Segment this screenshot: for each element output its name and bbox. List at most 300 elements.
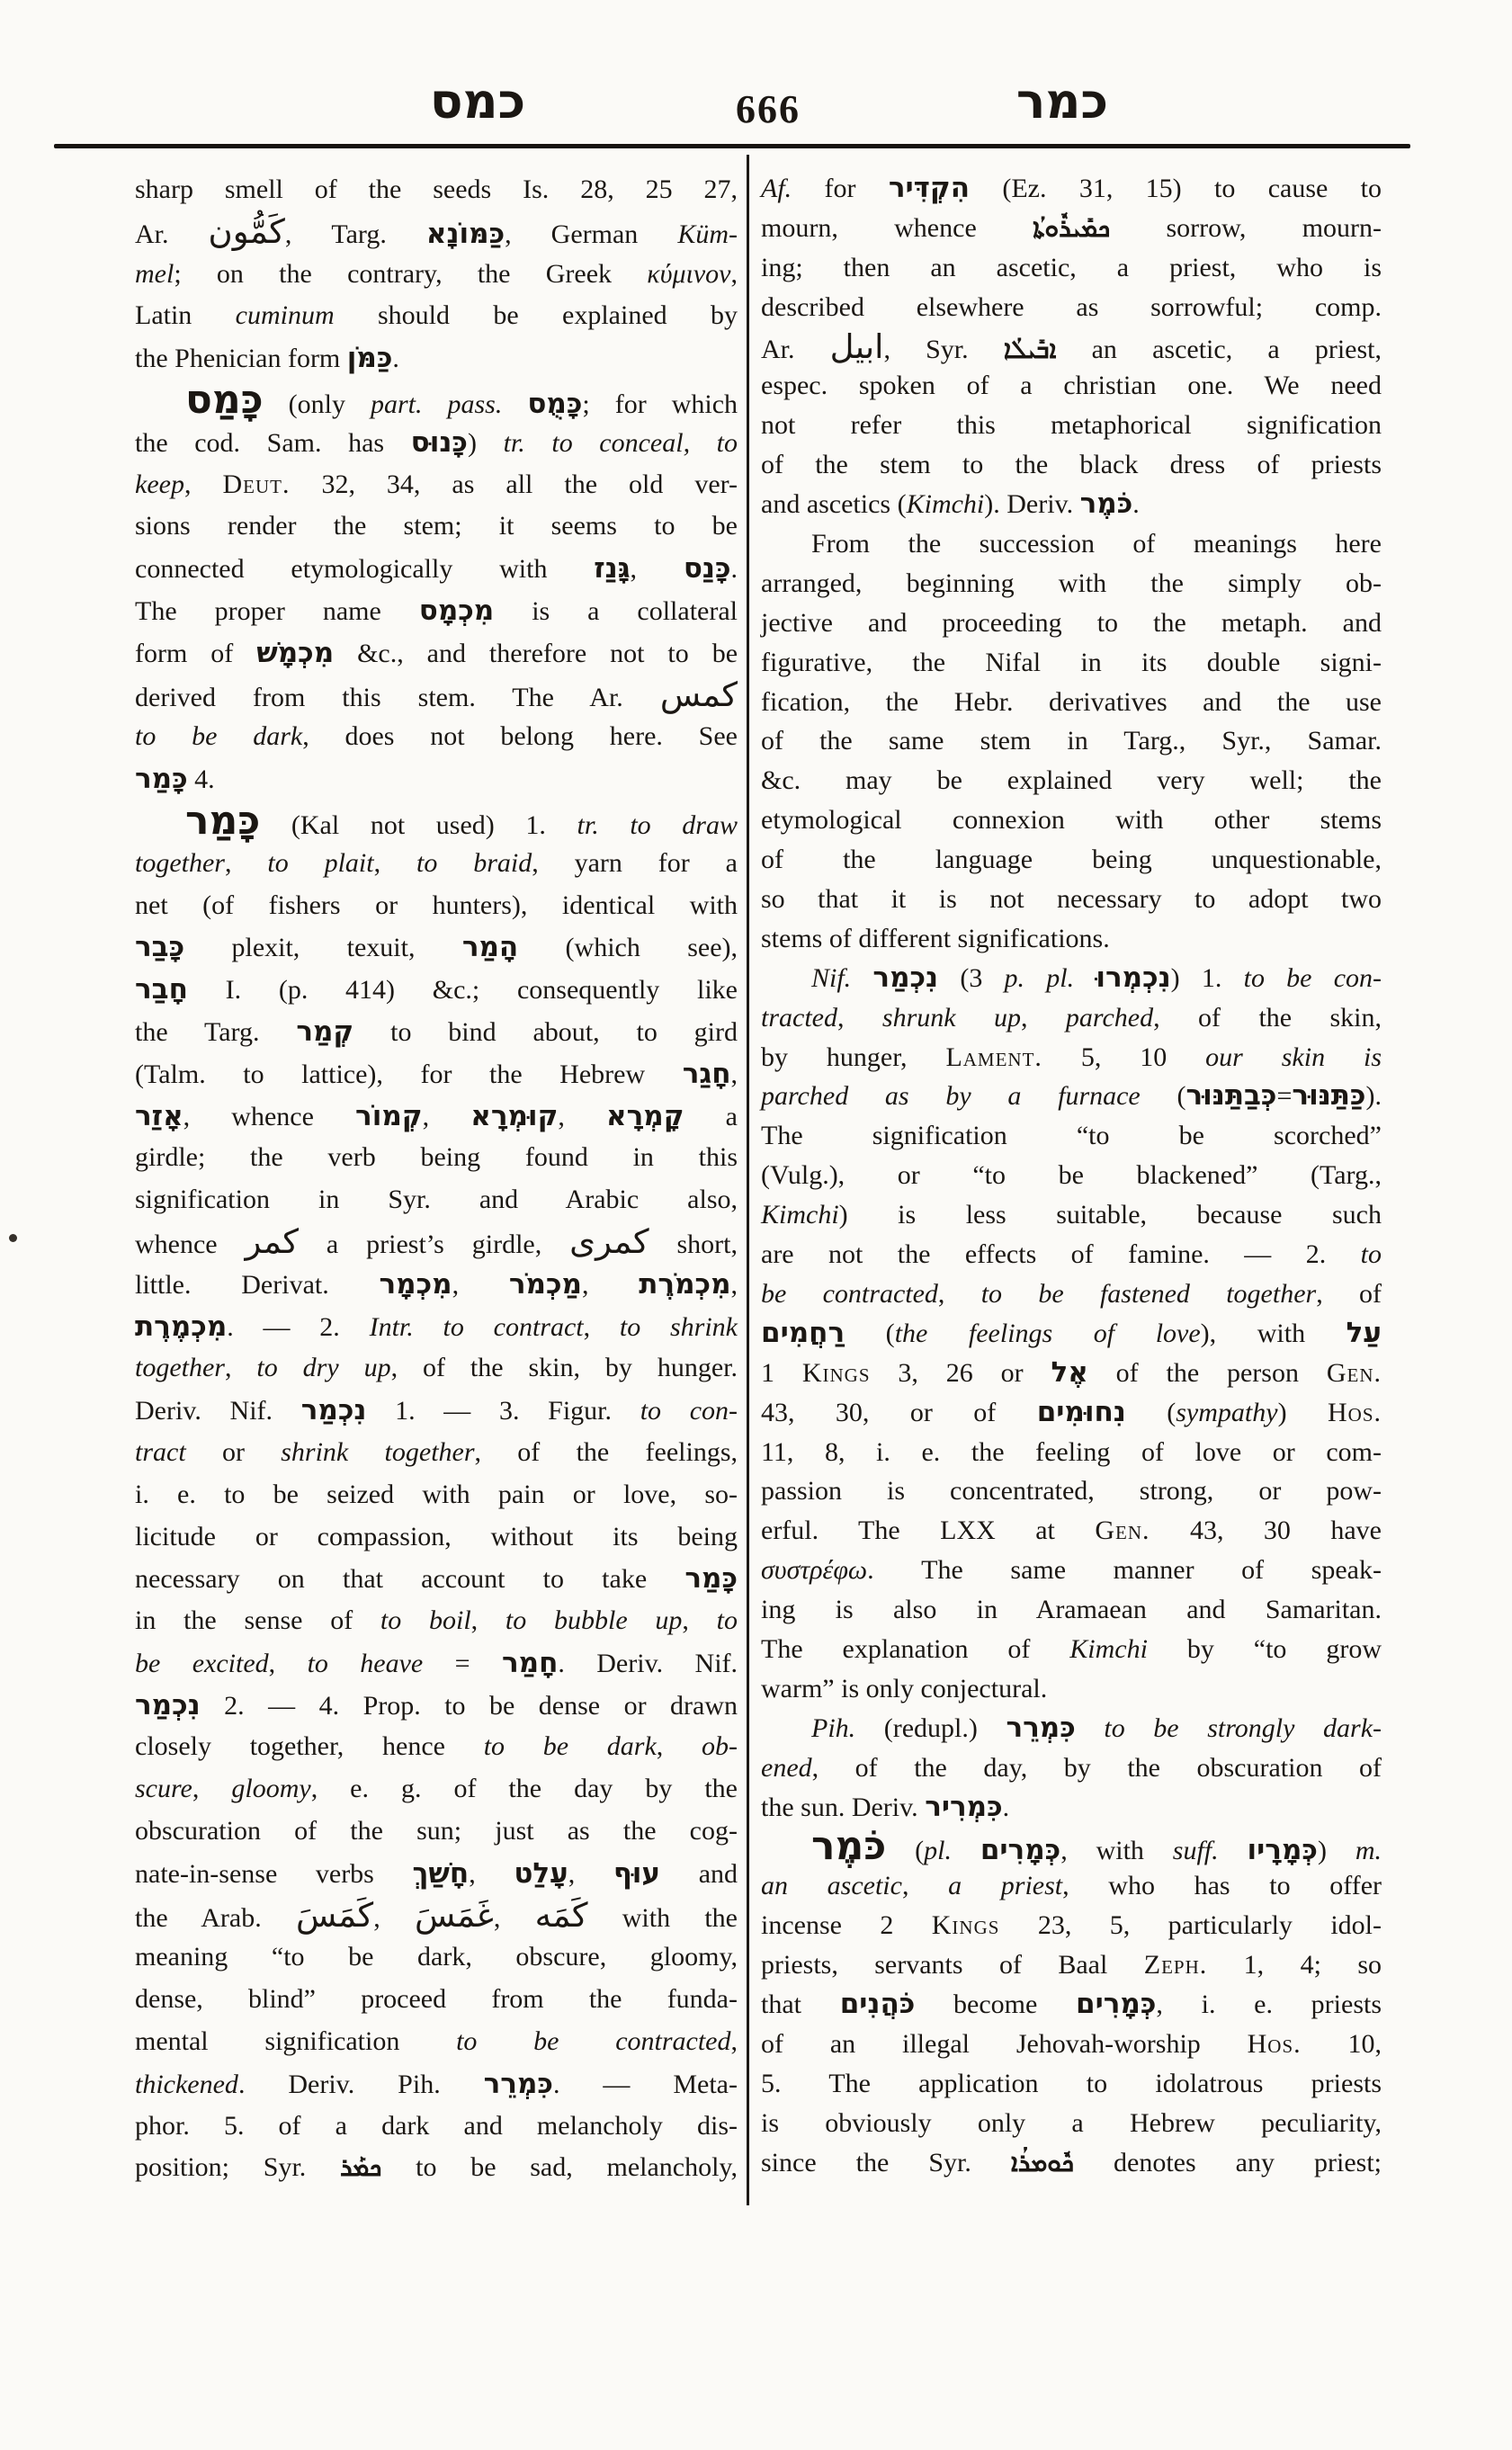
- text-segment: ; on the contrary, the Greek: [174, 258, 648, 289]
- text-line: [761, 683, 1382, 722]
- text-segment: ) 1.: [1170, 962, 1244, 993]
- text-segment: the cod. Sam. has: [135, 427, 411, 458]
- arabic-word: غَمَسَ: [414, 1895, 494, 1935]
- text-line: [135, 2147, 738, 2189]
- text-line: [761, 1788, 1382, 1828]
- text-segment: ,: [470, 1605, 505, 1636]
- text-segment: ,: [192, 1774, 232, 1804]
- text-line: [135, 590, 738, 632]
- text-segment: , does not belong here. See: [302, 721, 738, 752]
- text-segment: ; for which: [582, 389, 738, 419]
- text-segment: is a collateral: [494, 595, 738, 626]
- text-segment: 4.: [187, 765, 215, 795]
- text-segment: the feelings of love: [894, 1318, 1201, 1348]
- hebrew-word: כָּמַר: [684, 1562, 738, 1596]
- text-segment: cuminum: [235, 300, 335, 331]
- text-segment: to braid: [416, 847, 532, 878]
- text-line: [761, 761, 1382, 800]
- text-line: [135, 1306, 738, 1348]
- text-line: [761, 1630, 1382, 1669]
- arabic-word: ابيل: [829, 326, 884, 366]
- text-segment: Kimchi: [1069, 1633, 1148, 1664]
- text-segment: (: [1140, 1081, 1186, 1112]
- hebrew-word: כֹּמֶר: [1079, 487, 1133, 521]
- text-line: [761, 1823, 1382, 1870]
- hebrew-word: מִכְמָשׁ: [256, 636, 335, 669]
- text-segment: of the language being unquestionable,: [761, 845, 1382, 875]
- text-segment: the Targ.: [135, 1016, 297, 1047]
- text-segment: ,: [452, 1269, 509, 1300]
- text-segment: described elsewhere as sorrowful; comp.: [761, 291, 1382, 322]
- greek-word: συστρέφω: [761, 1555, 868, 1586]
- text-segment: . The same manner of speak-: [867, 1555, 1382, 1586]
- text-segment: ): [1317, 1836, 1355, 1866]
- text-segment: to be con-: [1243, 962, 1382, 993]
- text-segment: girdle; the verb being found in this: [135, 1142, 738, 1173]
- text-line: [761, 800, 1382, 840]
- text-segment: . Deriv. Nif.: [558, 1648, 738, 1678]
- text-line: [135, 505, 738, 548]
- text-line: [761, 919, 1382, 959]
- text-line: [761, 1590, 1382, 1630]
- text-segment: Kimchi: [761, 1200, 839, 1230]
- text-segment: ,: [373, 847, 416, 878]
- text-line: [135, 1853, 738, 1895]
- text-segment: The proper name: [135, 595, 419, 626]
- text-segment: by “to grow: [1147, 1633, 1382, 1664]
- hebrew-headword: כָּמַר: [185, 797, 261, 844]
- text-line: [135, 1390, 738, 1432]
- hebrew-word: חָמַר: [501, 1646, 559, 1679]
- text-line: [761, 1274, 1382, 1314]
- header-rule: [54, 144, 1410, 148]
- text-segment: to be dark: [483, 1731, 657, 1762]
- text-segment: a priest: [948, 1871, 1063, 1901]
- text-segment: should be explained by: [334, 300, 738, 331]
- text-segment: to be sad, melancholy,: [381, 2152, 738, 2183]
- text-line: [135, 1979, 738, 2021]
- text-line: [135, 295, 738, 337]
- text-line: [761, 1985, 1382, 2025]
- hebrew-word: מַכְמֹר: [508, 1267, 582, 1301]
- text-line: [761, 840, 1382, 880]
- text-segment: net (of fishers or hunters), identical with: [135, 890, 738, 920]
- text-line: [761, 169, 1382, 209]
- text-segment: .: [392, 344, 399, 374]
- text-segment: Af.: [761, 174, 792, 203]
- text-segment: sorrow, mourn-: [1110, 212, 1382, 243]
- hebrew-word: נִכְמַר: [300, 1394, 367, 1427]
- header-keyword-left: כמס: [429, 72, 526, 130]
- arabic-word: كمس: [659, 675, 738, 714]
- text-line: [135, 1600, 738, 1642]
- text-segment: , i. e. priests: [1156, 1989, 1382, 2019]
- text-segment: Ar.: [761, 334, 830, 364]
- text-segment: passion is concentrated, strong, or pow-: [761, 1476, 1382, 1507]
- text-segment: .: [730, 554, 738, 585]
- hebrew-word: כְּבַתַּנּוּר: [1185, 1079, 1277, 1113]
- hebrew-word: כָּמַר: [135, 763, 188, 796]
- text-segment: incense 2: [761, 1910, 932, 1941]
- hebrew-word: קְמוֹר: [355, 1099, 423, 1132]
- text-line: [135, 1264, 738, 1306]
- text-segment: =: [423, 1648, 502, 1678]
- text-segment: (Vulg.), or “to be blackened” (Targ.,: [761, 1160, 1382, 1191]
- hebrew-word: כֹּהֲנִים: [839, 1987, 916, 2020]
- text-segment: ,: [422, 1101, 471, 1131]
- text-line: [135, 1053, 738, 1095]
- text-segment: since the Syr.: [761, 2147, 1011, 2177]
- text-line: [135, 1936, 738, 1979]
- text-segment: [1076, 1713, 1105, 1743]
- text-segment: to bind about, to gird: [353, 1016, 738, 1047]
- text-segment: to be contracted: [456, 2026, 731, 2057]
- hebrew-word: אֶל: [1051, 1355, 1088, 1389]
- text-segment: sympathy: [1176, 1397, 1278, 1427]
- text-segment: Deut.: [222, 469, 291, 499]
- text-segment: jective and proceeding to the metaph. and: [761, 607, 1382, 638]
- text-segment: ing; then an ascetic, a priest, who is: [761, 252, 1382, 282]
- text-line: [761, 445, 1382, 485]
- text-segment: , of the feelings,: [474, 1436, 738, 1467]
- text-segment: Kimchi: [906, 489, 985, 520]
- text-segment: scure: [135, 1774, 192, 1804]
- text-segment: .: [1002, 1792, 1010, 1822]
- text-segment: form of: [135, 638, 257, 668]
- text-segment: , who has to offer: [1062, 1871, 1382, 1901]
- text-segment: Deriv. Nif.: [135, 1396, 301, 1426]
- text-segment: (Ez. 31, 15) to cause to: [970, 174, 1382, 203]
- text-segment: p. pl.: [1004, 962, 1075, 993]
- text-line: [135, 716, 738, 758]
- text-line: [761, 406, 1382, 445]
- text-segment: ,: [469, 1858, 514, 1889]
- text-line: [761, 604, 1382, 643]
- text-line: [135, 885, 738, 927]
- text-segment: ,: [730, 258, 738, 289]
- text-segment: to dry up: [256, 1353, 391, 1383]
- text-segment: ), with: [1200, 1318, 1346, 1348]
- text-segment: meaning “to be dark, obscure, gloomy,: [135, 1942, 738, 1972]
- text-segment: the Phenician form: [135, 344, 347, 374]
- text-segment: connected etymologically with: [135, 554, 595, 585]
- text-segment: I. (p. 414) &c.; consequently like: [187, 975, 738, 1006]
- text-segment: (only: [263, 389, 371, 419]
- ink-speck: [9, 1234, 17, 1242]
- text-segment: tr. to draw: [577, 809, 738, 840]
- hebrew-word: חָגַר: [682, 1057, 731, 1090]
- text-segment: The explanation of: [761, 1633, 1070, 1664]
- hebrew-word: קוּמְרָא: [470, 1099, 559, 1132]
- text-segment: [952, 1836, 980, 1865]
- text-segment: gloomy: [231, 1774, 311, 1804]
- text-segment: ,: [268, 1648, 308, 1678]
- hebrew-word: קָמְרָא: [606, 1099, 684, 1132]
- text-line: [135, 2063, 738, 2106]
- hebrew-word: כִּמְרִיר: [925, 1790, 1003, 1823]
- text-segment: so that it is not necessary to adopt two: [761, 884, 1382, 915]
- text-segment: ,: [937, 1278, 981, 1309]
- text-segment: (: [1125, 1397, 1176, 1427]
- text-line: [761, 1116, 1382, 1156]
- text-segment: parched: [1065, 1002, 1154, 1033]
- text-segment: ob-: [702, 1731, 738, 1762]
- text-line: [761, 1156, 1382, 1195]
- text-segment: mental signification: [135, 2026, 457, 2057]
- text-segment: , whence: [183, 1101, 356, 1131]
- text-segment: (3: [938, 962, 1005, 993]
- hebrew-word: נִכְמְרוּ: [1096, 961, 1171, 994]
- text-line: [135, 2106, 738, 2148]
- text-segment: ,: [183, 469, 223, 499]
- text-line: [135, 1095, 738, 1138]
- text-line: [135, 1895, 738, 1937]
- text-segment: tract: [135, 1436, 186, 1467]
- text-segment: , e. g. of the day by the: [310, 1774, 738, 1804]
- text-segment: sharp smell of the seeds Is. 28, 25 27,: [135, 174, 738, 204]
- text-line: [135, 2021, 738, 2063]
- text-segment: figurative, the Nifal in its double signi-: [761, 647, 1382, 677]
- text-segment: Latin: [135, 300, 236, 331]
- text-segment: to be strongly dark-: [1104, 1712, 1382, 1743]
- text-segment: ,: [730, 2026, 738, 2057]
- text-segment: necessary on that account to take: [135, 1564, 685, 1595]
- text-segment: 32, 34, as all the old ver-: [290, 469, 738, 499]
- text-segment: is obviously only a Hebrew peculiarity,: [761, 2107, 1382, 2138]
- column-divider: [747, 155, 749, 2205]
- text-segment: together: [135, 847, 225, 878]
- text-line: [135, 1347, 738, 1390]
- text-segment: nate-in-sense verbs: [135, 1858, 413, 1889]
- text-segment: suff.: [1172, 1836, 1219, 1866]
- text-line: [135, 1179, 738, 1221]
- text-segment: of the person: [1087, 1357, 1327, 1388]
- text-segment: , of the skin, by hunger.: [390, 1353, 738, 1383]
- hebrew-word: כְּמָרָיו: [1247, 1834, 1318, 1867]
- hebrew-word: מִכְמָר: [379, 1267, 452, 1301]
- text-segment: From the succession of meanings here: [811, 529, 1382, 559]
- text-line: [761, 1906, 1382, 1945]
- text-segment: thickened: [135, 2069, 238, 2099]
- text-segment: ,: [581, 1269, 640, 1300]
- text-segment: Pih.: [811, 1712, 856, 1743]
- text-segment: and: [660, 1858, 738, 1889]
- text-segment: derived from this stem. The Ar.: [135, 682, 660, 712]
- text-segment: with the: [587, 1902, 738, 1933]
- text-segment: together: [135, 1353, 225, 1383]
- text-segment: Kings: [931, 1910, 1000, 1941]
- text-segment: , of the day, by the obscuration of: [811, 1752, 1382, 1783]
- text-segment: shrink together: [281, 1436, 475, 1467]
- hebrew-word: כַּמּוֹנָא: [425, 217, 505, 250]
- text-segment: the sun. Deriv.: [761, 1792, 926, 1822]
- text-segment: signification in Syr. and Arabic also,: [135, 1185, 738, 1215]
- text-line: [135, 843, 738, 885]
- text-segment: sions render the stem; it seems to be: [135, 511, 738, 541]
- text-segment: [502, 389, 527, 419]
- text-segment: Küm-: [677, 219, 738, 249]
- text-line: [761, 643, 1382, 683]
- text-line: [135, 1137, 738, 1179]
- text-line: [135, 675, 738, 717]
- text-line: [135, 1811, 738, 1853]
- text-segment: Intr. to contract: [369, 1311, 584, 1342]
- text-segment: ): [1277, 1397, 1328, 1427]
- text-segment: &c. may be explained very well; the: [761, 765, 1382, 796]
- text-segment: ,: [224, 847, 268, 878]
- text-segment: that: [761, 1989, 840, 2019]
- text-segment: 43, 30, or of: [761, 1397, 1037, 1427]
- text-line: [761, 1354, 1382, 1393]
- text-segment: ,: [630, 554, 684, 585]
- text-segment: Hos.: [1247, 2028, 1302, 2059]
- text-segment: Gen.: [1326, 1357, 1382, 1388]
- text-segment: 3, 26 or: [870, 1357, 1051, 1388]
- text-segment: , Syr.: [883, 334, 1004, 364]
- text-segment: , of: [1316, 1278, 1382, 1309]
- hebrew-word: כִּמְרֵר: [1006, 1711, 1076, 1744]
- text-line: [761, 1511, 1382, 1551]
- text-segment: warm” is only conjectural.: [761, 1673, 1048, 1703]
- text-segment: the Arab.: [135, 1902, 296, 1933]
- hebrew-headword: כֹּמֶר: [811, 1823, 887, 1870]
- text-segment: . — 2.: [227, 1311, 370, 1342]
- text-segment: ,: [568, 1858, 613, 1889]
- text-segment: =: [1276, 1081, 1293, 1112]
- text-segment: m.: [1355, 1836, 1382, 1866]
- text-line: [761, 564, 1382, 604]
- arabic-word: كمر: [245, 1221, 299, 1261]
- text-line: [761, 1471, 1382, 1511]
- text-segment: 1, 4; so: [1207, 1950, 1382, 1981]
- text-segment: , of the skin,: [1153, 1002, 1382, 1033]
- text-segment: priests, servants of Baal: [761, 1950, 1144, 1981]
- hebrew-word: מִכְמֹרֶת: [639, 1267, 731, 1301]
- text-line: [135, 1011, 738, 1053]
- text-segment: by hunger,: [761, 1042, 946, 1072]
- text-segment: ). Deriv.: [984, 489, 1080, 520]
- text-segment: i. e. to be seized with pain or love, so-: [135, 1479, 738, 1509]
- text-segment: to heave: [307, 1648, 424, 1678]
- text-segment: , yarn for a: [532, 847, 738, 878]
- hebrew-word: עַל: [1346, 1316, 1382, 1349]
- text-segment: 2. — 4. Prop. to be dense or drawn: [200, 1690, 738, 1721]
- text-segment: to con-: [640, 1396, 738, 1426]
- text-line: [135, 969, 738, 1011]
- text-segment: tr. to conceal, to: [503, 427, 738, 458]
- hebrew-word: כַּתַּנּוּר: [1292, 1079, 1366, 1113]
- greek-word: κύμινον: [647, 258, 731, 289]
- text-segment: (redupl.): [855, 1712, 1007, 1743]
- text-segment: ,: [1021, 1002, 1066, 1033]
- text-line: [761, 366, 1382, 406]
- text-line: [135, 422, 738, 464]
- text-segment: ): [468, 427, 504, 458]
- text-segment: 5, 10: [1042, 1042, 1206, 1072]
- text-segment: ,: [583, 1311, 620, 1342]
- syriac-word: ܟܽܘܡܪܳܐ: [1010, 2147, 1074, 2177]
- text-segment: ,: [730, 1269, 738, 1300]
- text-segment: The signification “to be scorched”: [761, 1121, 1382, 1151]
- hebrew-word: הָמַר: [461, 931, 519, 964]
- text-line: [761, 998, 1382, 1038]
- hebrew-headword: כָּמַס: [185, 376, 264, 423]
- text-line: [761, 2025, 1382, 2064]
- text-segment: 23, 5, particularly idol-: [999, 1910, 1382, 1941]
- text-segment: and ascetics (: [761, 489, 907, 520]
- text-segment: ,: [682, 1605, 717, 1636]
- hebrew-word: כְּמָרִים: [980, 1834, 1061, 1867]
- text-segment: .: [1132, 489, 1140, 520]
- text-line: [135, 1221, 738, 1264]
- text-segment: an ascetic: [761, 1871, 902, 1901]
- hebrew-word: כָּנוּס: [410, 425, 468, 459]
- text-line: [135, 1516, 738, 1559]
- text-segment: ).: [1365, 1081, 1382, 1112]
- text-line: [761, 209, 1382, 248]
- text-segment: closely together, hence: [135, 1731, 484, 1762]
- text-segment: a: [684, 1101, 738, 1131]
- text-segment: espec. spoken of a christian one. We need: [761, 371, 1382, 401]
- text-line: [135, 1768, 738, 1811]
- text-segment: a priest’s girdle,: [298, 1229, 570, 1259]
- arabic-word: كَمُّون: [208, 211, 285, 251]
- text-segment: (: [845, 1318, 895, 1348]
- text-segment: phor. 5. of a dark and melancholy dis-: [135, 2110, 738, 2141]
- text-line: [135, 632, 738, 675]
- text-segment: fication, the Hebr. derivatives and the use: [761, 686, 1382, 717]
- text-line: [135, 797, 738, 844]
- syriac-word: ܐܒܺܝܠܳܐ: [1003, 334, 1057, 364]
- text-segment: stems of different significations.: [761, 923, 1110, 953]
- text-segment: not refer this metaphorical signification: [761, 410, 1382, 441]
- hebrew-word: מִכְמֶרֶת: [135, 1310, 228, 1343]
- text-segment: Zeph.: [1143, 1950, 1208, 1981]
- text-segment: of an illegal Jehovah-worship: [761, 2028, 1248, 2059]
- text-line: [761, 1077, 1382, 1116]
- text-line: [761, 1314, 1382, 1354]
- hebrew-word: גָּנַז: [594, 552, 631, 586]
- text-segment: 1: [761, 1357, 802, 1388]
- text-segment: Gen.: [1095, 1516, 1150, 1546]
- arabic-word: كَمَسَ: [296, 1895, 374, 1935]
- hebrew-word: עָלַט: [514, 1856, 568, 1890]
- text-line: [135, 1432, 738, 1474]
- text-segment: licitude or compassion, without its being: [135, 1521, 738, 1551]
- text-segment: to be dark: [135, 721, 303, 752]
- text-segment: mel: [135, 258, 174, 289]
- text-segment: 5. The application to idolatrous priests: [761, 2068, 1382, 2098]
- hebrew-word: נִכְמַר: [872, 961, 939, 994]
- text-segment: , with: [1060, 1836, 1173, 1866]
- text-line: [761, 880, 1382, 919]
- syriac-word: ܟܡܺܝܪܽܘܬܳܐ: [1033, 212, 1111, 243]
- text-segment: be excited: [135, 1648, 269, 1678]
- text-segment: in the sense of: [135, 1605, 380, 1636]
- text-line: [135, 464, 738, 506]
- text-line: [761, 1866, 1382, 1906]
- text-segment: to be fastened together: [980, 1278, 1317, 1309]
- arabic-word: كمرى: [569, 1221, 649, 1261]
- text-segment: erful. The LXX at: [761, 1516, 1096, 1546]
- hebrew-word: מִכְמָס: [418, 594, 495, 627]
- text-line: [761, 1393, 1382, 1433]
- text-line: [761, 1551, 1382, 1590]
- text-segment: ) is less suitable, because such: [838, 1200, 1382, 1230]
- text-segment: to: [1360, 1239, 1382, 1270]
- text-segment: ,: [558, 1101, 607, 1131]
- text-segment: Lament.: [945, 1042, 1042, 1072]
